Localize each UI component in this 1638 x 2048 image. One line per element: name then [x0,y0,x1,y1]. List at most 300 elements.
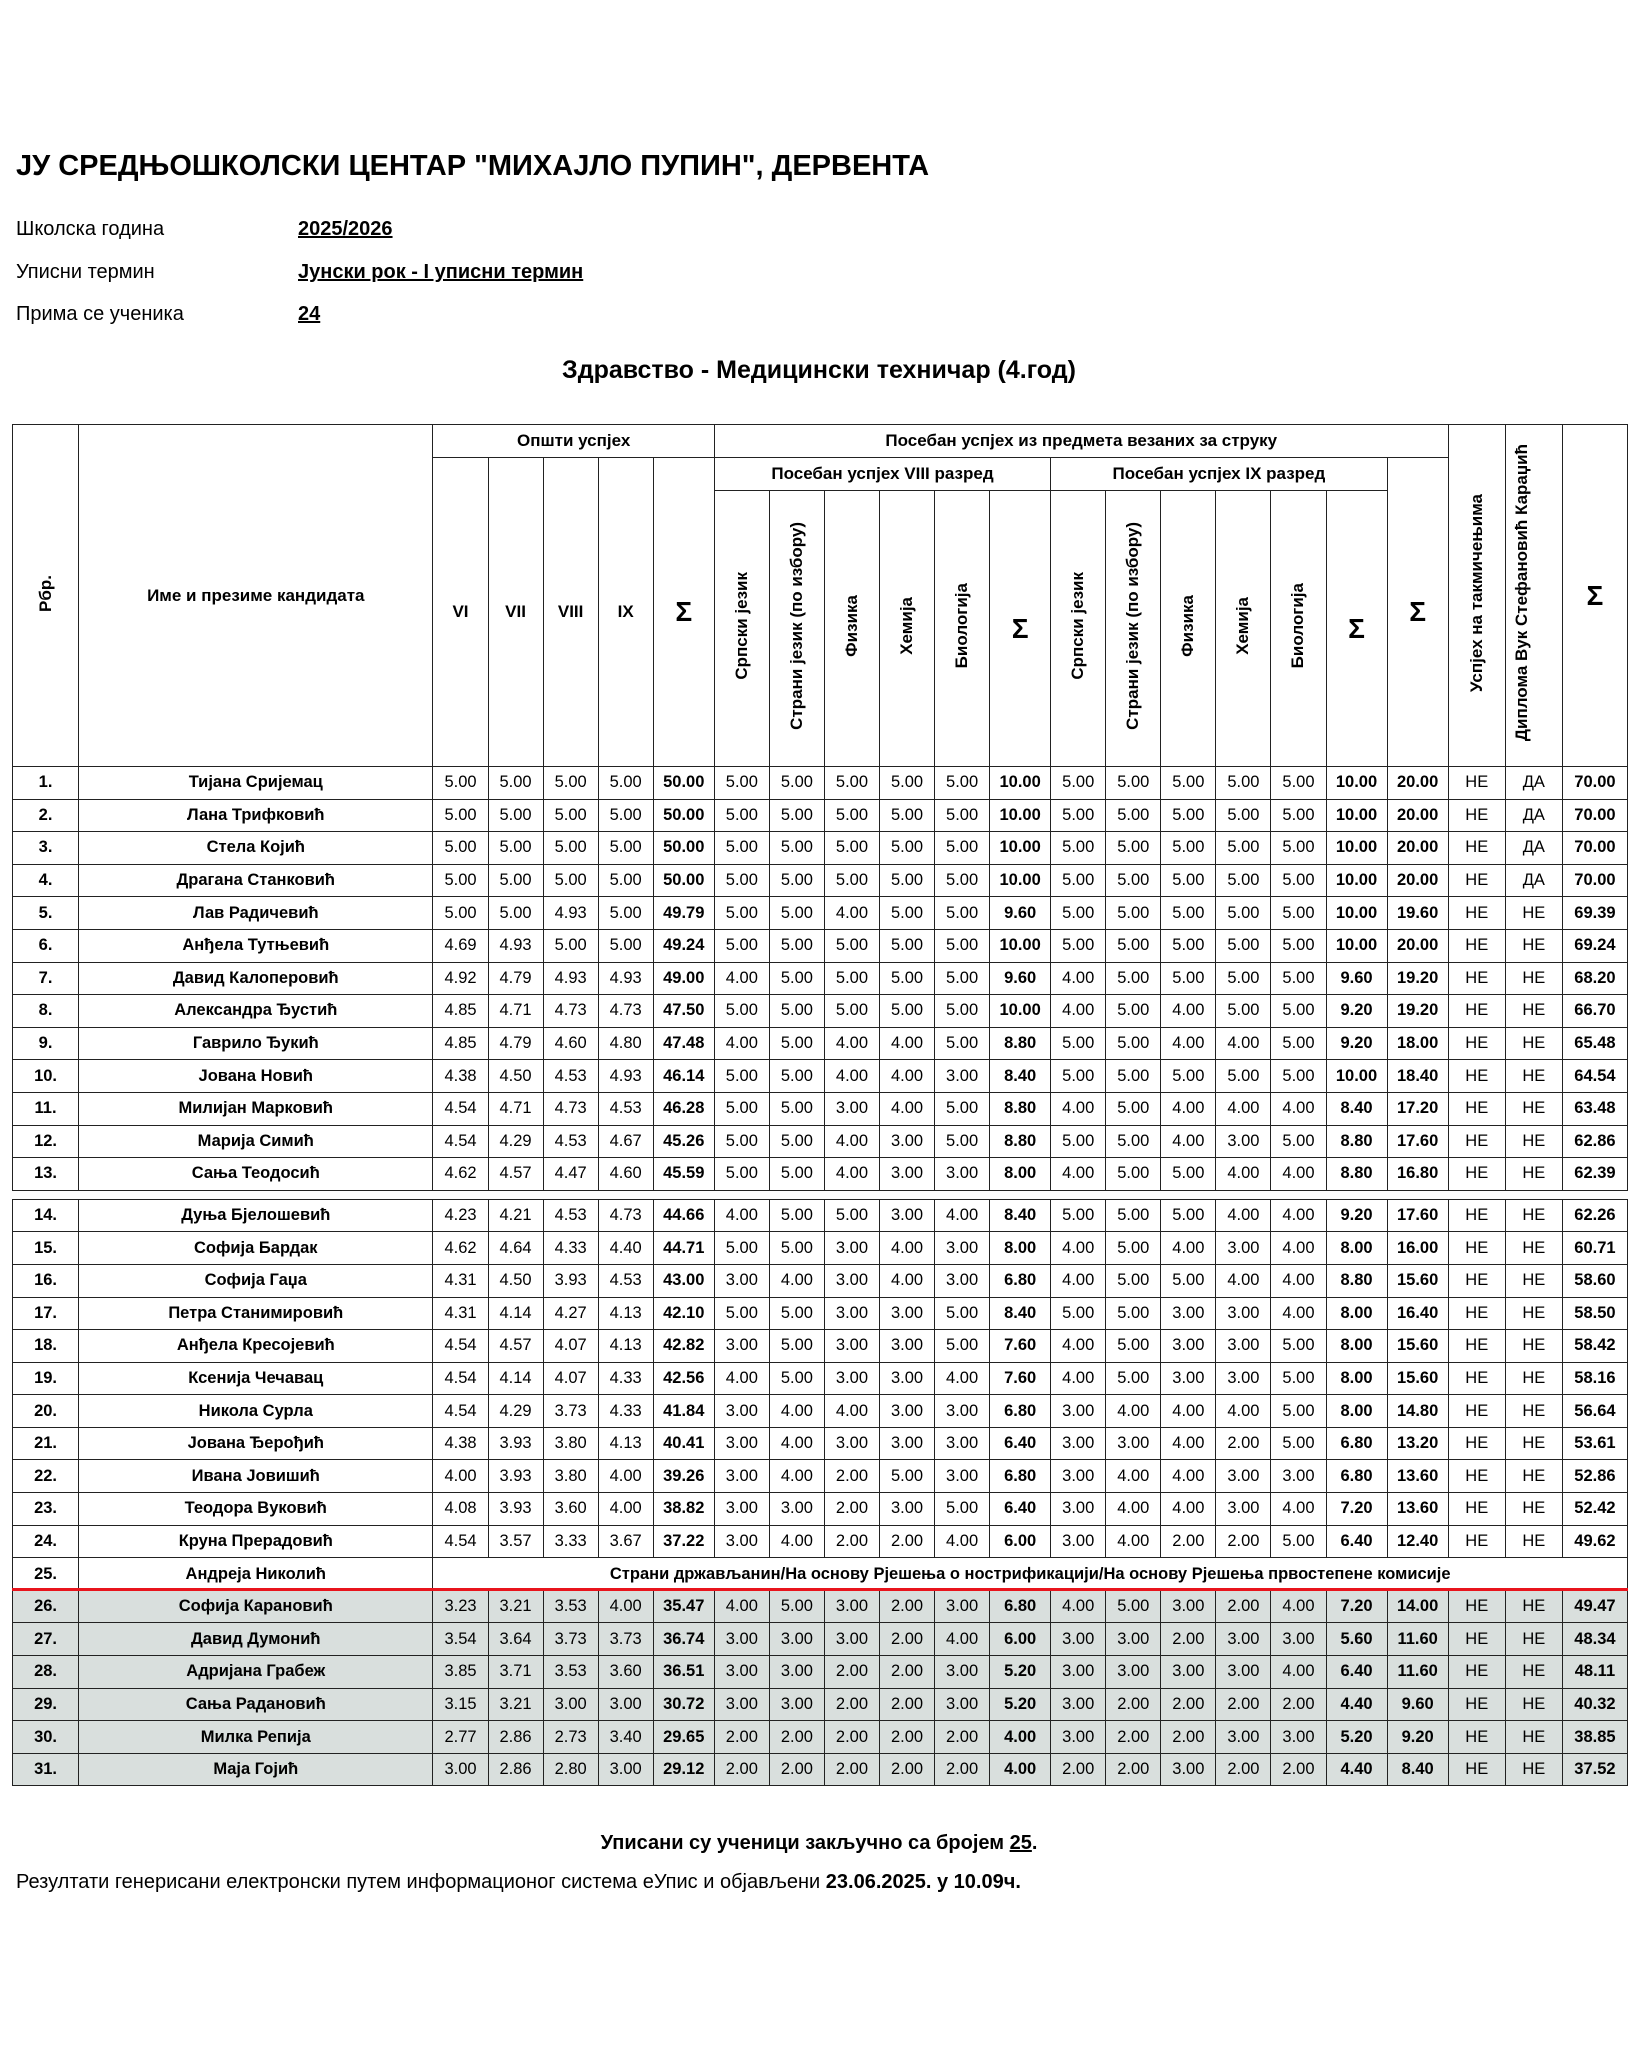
table-row [13,1125,1628,1158]
score-cell: НЕ [1505,1590,1562,1623]
score-cell: 4.07 [543,1362,598,1395]
row-number: 13. [13,1158,79,1191]
score-cell: 5.00 [1051,1297,1106,1330]
score-cell: 4.93 [598,962,653,995]
score-cell: 10.00 [990,767,1051,800]
score-cell: 5.00 [1106,864,1161,897]
score-cell: 5.00 [488,864,543,897]
score-cell: 5.00 [769,1590,824,1623]
score-cell: 4.00 [1161,1027,1216,1060]
score-cell: 38.82 [653,1493,714,1526]
score-cell: 4.85 [433,1027,488,1060]
row-number: 23. [13,1493,79,1526]
score-cell: 5.60 [1326,1623,1387,1656]
score-cell: 4.00 [1271,1493,1326,1526]
score-cell: 5.00 [1051,897,1106,930]
score-cell: НЕ [1448,897,1505,930]
candidate-name: Ивана Јовишић [79,1460,433,1493]
score-cell: 2.00 [1161,1688,1216,1721]
score-cell: 4.53 [598,1092,653,1125]
score-cell: НЕ [1505,1753,1562,1786]
score-cell: 3.33 [543,1525,598,1558]
candidate-name: Дуња Бјелошевић [79,1199,433,1232]
score-cell: НЕ [1448,995,1505,1028]
score-cell: 4.00 [1216,1092,1271,1125]
score-cell: 6.40 [990,1427,1051,1460]
candidate-name: Марија Симић [79,1125,433,1158]
score-cell: 5.00 [1051,1060,1106,1093]
candidate-name: Јована Новић [79,1060,433,1093]
score-cell: 5.00 [1216,1060,1271,1093]
score-cell: 4.93 [543,897,598,930]
score-cell: 3.00 [880,1199,935,1232]
score-cell: 9.60 [990,962,1051,995]
score-cell: 5.00 [1271,799,1326,832]
score-cell: 3.00 [714,1525,769,1558]
score-cell: 69.24 [1562,929,1627,962]
score-cell: 49.00 [653,962,714,995]
score-cell: 6.80 [990,1590,1051,1623]
score-cell: НЕ [1448,1330,1505,1363]
score-cell: 4.00 [714,1362,769,1395]
candidate-name: Никола Сурла [79,1395,433,1428]
score-cell: 5.00 [1271,864,1326,897]
score-cell: 2.00 [1106,1753,1161,1786]
row-number: 28. [13,1656,79,1689]
score-cell: 4.00 [880,1092,935,1125]
special9-header: Посебан успјех IX разред [1051,458,1387,491]
score-cell: 4.14 [488,1297,543,1330]
score-cell: 4.73 [598,1199,653,1232]
score-cell: НЕ [1505,1460,1562,1493]
table-row [13,1362,1628,1395]
score-cell: 3.00 [1161,1753,1216,1786]
score-cell: 3.00 [714,1330,769,1363]
score-cell: 5.00 [769,1362,824,1395]
score-cell: 5.00 [1271,1362,1326,1395]
score-cell: НЕ [1505,1427,1562,1460]
generated-prefix: Резултати генерисани електронски путем информационог система еУпис и објављени [16,1871,821,1893]
score-cell: 8.00 [1326,1232,1387,1265]
candidate-name: Тијана Сријемац [79,767,433,800]
score-cell: 5.00 [1216,767,1271,800]
score-cell: 44.66 [653,1199,714,1232]
score-cell: 3.71 [488,1656,543,1689]
score-cell: 4.73 [598,995,653,1028]
score-cell: 4.00 [1216,1264,1271,1297]
score-cell: НЕ [1448,1232,1505,1265]
score-cell: НЕ [1505,1199,1562,1232]
score-cell: 5.00 [1161,1060,1216,1093]
score-cell: 3.00 [1051,1460,1106,1493]
score-cell: 4.00 [990,1753,1051,1786]
score-cell: 7.20 [1326,1590,1387,1623]
score-cell: 6.40 [1326,1656,1387,1689]
special8-header: Посебан успјех VIII разред [714,458,1050,491]
score-cell: 4.13 [598,1297,653,1330]
score-cell: 3.00 [824,1427,879,1460]
score-cell: 5.00 [543,832,598,865]
score-cell: 3.00 [1216,1330,1271,1363]
row-number: 5. [13,897,79,930]
score-cell: 53.61 [1562,1427,1627,1460]
score-cell: 5.00 [714,864,769,897]
row-number: 18. [13,1330,79,1363]
score-cell: 4.00 [880,1060,935,1093]
score-cell: 5.00 [1106,1330,1161,1363]
score-cell: 10.00 [1326,832,1387,865]
score-cell: НЕ [1448,767,1505,800]
score-cell: 3.00 [1216,1297,1271,1330]
score-cell: 3.00 [824,1362,879,1395]
score-cell: 4.33 [598,1362,653,1395]
enrolled-note [0,1832,1638,1855]
candidate-name: Круна Прерадовић [79,1525,433,1558]
score-cell: 3.00 [714,1688,769,1721]
table-row [13,1395,1628,1428]
score-cell: 4.00 [1161,1125,1216,1158]
row-number: 2. [13,799,79,832]
row-number: 6. [13,929,79,962]
score-cell: 52.86 [1562,1460,1627,1493]
score-cell: 3.00 [1216,1362,1271,1395]
score-cell: 5.00 [935,864,990,897]
score-cell: 3.00 [1161,1656,1216,1689]
score-cell: 8.40 [1326,1092,1387,1125]
score-cell: 3.00 [1051,1623,1106,1656]
score-cell: 3.00 [433,1753,488,1786]
score-cell: 5.00 [543,767,598,800]
score-cell: НЕ [1505,1493,1562,1526]
score-cell: 5.00 [1106,1158,1161,1191]
grade-vii-header: VII [488,458,543,767]
score-cell: 4.00 [1271,1232,1326,1265]
score-cell: 18.00 [1387,1027,1448,1060]
score-cell: 5.00 [769,1199,824,1232]
score-cell: 2.00 [1161,1525,1216,1558]
score-cell: 3.00 [1161,1297,1216,1330]
score-cell: 49.79 [653,897,714,930]
score-cell: 12.40 [1387,1525,1448,1558]
score-cell: 5.00 [598,864,653,897]
score-cell: НЕ [1505,1027,1562,1060]
score-cell: 3.00 [824,1264,879,1297]
results-table-wrap [12,424,1628,1786]
score-cell: 4.00 [824,1060,879,1093]
general-sigma-header: Σ [653,458,714,767]
score-cell: 5.00 [769,1330,824,1363]
score-cell: 41.84 [653,1395,714,1428]
score-cell: 29.65 [653,1721,714,1754]
score-cell: 5.00 [433,864,488,897]
score-cell: 5.00 [880,962,935,995]
score-cell: 10.00 [990,995,1051,1028]
score-cell: 5.00 [1271,832,1326,865]
score-cell: 46.28 [653,1092,714,1125]
score-cell: 4.00 [769,1395,824,1428]
row-number: 19. [13,1362,79,1395]
score-cell: ДА [1505,864,1562,897]
s9-subject-header: Хемија [1216,491,1271,767]
score-cell: 4.08 [433,1493,488,1526]
score-cell: 4.73 [543,1092,598,1125]
score-cell: 20.00 [1387,864,1448,897]
candidate-name: Сања Радановић [79,1688,433,1721]
score-cell: 5.00 [824,864,879,897]
s8-subject-header: Страни језик (по избору) [769,491,824,767]
score-cell: 4.33 [543,1232,598,1265]
row-number: 4. [13,864,79,897]
score-cell: 60.71 [1562,1232,1627,1265]
score-cell: 2.00 [1271,1753,1326,1786]
score-cell: 3.00 [824,1330,879,1363]
score-cell: 4.29 [488,1125,543,1158]
score-cell: 10.00 [1326,929,1387,962]
score-cell: 4.71 [488,1092,543,1125]
score-cell: 15.60 [1387,1330,1448,1363]
score-cell: 5.00 [1271,897,1326,930]
score-cell: 4.00 [1161,1460,1216,1493]
score-cell: 3.00 [880,1395,935,1428]
score-cell: 5.00 [824,962,879,995]
score-cell: 3.00 [1161,1330,1216,1363]
score-cell: 2.00 [1216,1688,1271,1721]
score-cell: 3.64 [488,1623,543,1656]
candidate-name: Ксенија Чечавац [79,1362,433,1395]
score-cell: НЕ [1448,832,1505,865]
score-cell: 4.40 [1326,1753,1387,1786]
score-cell: 3.00 [714,1395,769,1428]
score-cell: 69.39 [1562,897,1627,930]
score-cell: 5.00 [880,864,935,897]
score-cell: НЕ [1505,1721,1562,1754]
score-cell: 2.73 [543,1721,598,1754]
score-cell: 5.00 [1216,962,1271,995]
score-cell: 50.00 [653,864,714,897]
score-cell: 2.00 [880,1590,935,1623]
score-cell: 19.60 [1387,897,1448,930]
score-cell: 5.00 [935,962,990,995]
score-cell: 5.00 [769,832,824,865]
score-cell: 10.00 [990,864,1051,897]
grade-viii-header: VIII [543,458,598,767]
score-cell: 3.00 [769,1688,824,1721]
score-cell: 5.00 [714,1092,769,1125]
info-value: Јунски рок - I уписни термин [298,261,584,283]
score-cell: 5.00 [488,897,543,930]
score-cell: 18.40 [1387,1060,1448,1093]
row-number: 14. [13,1199,79,1232]
score-cell: 62.39 [1562,1158,1627,1191]
score-cell: 3.00 [880,1362,935,1395]
table-row [13,1158,1628,1191]
score-cell: 44.71 [653,1232,714,1265]
score-cell: 4.47 [543,1158,598,1191]
table-row [13,1525,1628,1558]
score-cell: 13.60 [1387,1493,1448,1526]
score-cell: 5.00 [769,1125,824,1158]
score-cell: 4.00 [1051,1232,1106,1265]
score-cell: 5.00 [1051,1199,1106,1232]
s9-subject-header: Страни језик (по избору) [1106,491,1161,767]
score-cell: 5.00 [935,799,990,832]
score-cell: 2.00 [714,1721,769,1754]
score-cell: 5.00 [1161,1199,1216,1232]
score-cell: 9.60 [1387,1688,1448,1721]
score-cell: 4.00 [1051,1264,1106,1297]
score-cell: 3.93 [488,1460,543,1493]
s8-subject-header: Биологија [935,491,990,767]
score-cell: 40.41 [653,1427,714,1460]
table-row [13,1656,1628,1689]
score-cell: 5.00 [714,929,769,962]
score-cell: 3.00 [824,1590,879,1623]
score-cell: 3.00 [880,1330,935,1363]
score-cell: 8.00 [1326,1362,1387,1395]
candidate-name: Драгана Станковић [79,864,433,897]
candidate-name: Александра Ђустић [79,995,433,1028]
score-cell: 3.53 [543,1590,598,1623]
separator-cell [13,1190,1628,1199]
score-cell: 4.00 [1161,1427,1216,1460]
table-row [13,799,1628,832]
score-cell: 10.00 [1326,897,1387,930]
score-cell: 3.00 [714,1493,769,1526]
score-cell: 5.00 [824,1199,879,1232]
row-number: 24. [13,1525,79,1558]
score-cell: 35.47 [653,1590,714,1623]
score-cell: 8.40 [990,1297,1051,1330]
score-cell: 5.00 [935,1493,990,1526]
score-cell: 8.80 [990,1125,1051,1158]
row-number: 16. [13,1264,79,1297]
candidate-name: Стела Којић [79,832,433,865]
score-cell: 4.00 [1271,1158,1326,1191]
score-cell: НЕ [1505,1264,1562,1297]
score-cell: 2.00 [714,1753,769,1786]
s8-subject-header: Физика [824,491,879,767]
score-cell: 3.00 [1051,1688,1106,1721]
score-cell: 2.00 [1216,1525,1271,1558]
score-cell: 5.00 [880,995,935,1028]
table-row [13,767,1628,800]
score-cell: 5.00 [769,1297,824,1330]
score-cell: 9.60 [990,897,1051,930]
score-cell: 8.80 [1326,1125,1387,1158]
s8-subject-header: Хемија [880,491,935,767]
score-cell: 5.00 [769,995,824,1028]
score-cell: 3.73 [543,1623,598,1656]
row-number: 30. [13,1721,79,1754]
score-cell: 3.00 [824,1092,879,1125]
info-label: Уписни термин [16,261,155,283]
score-cell: 42.56 [653,1362,714,1395]
score-cell: 4.00 [714,1199,769,1232]
score-cell: 13.60 [1387,1460,1448,1493]
score-cell: 4.54 [433,1125,488,1158]
row-note: Страни држављанин/На основу Рјешења о нострификацији/На основу Рјешења првостепене комисије [433,1558,1628,1591]
score-cell: 3.00 [1271,1460,1326,1493]
score-cell: 3.80 [543,1427,598,1460]
score-cell: 4.27 [543,1297,598,1330]
table-row [13,1460,1628,1493]
score-cell: 5.00 [714,832,769,865]
candidate-name: Софија Карановић [79,1590,433,1623]
score-cell: 4.00 [880,1027,935,1060]
score-cell: НЕ [1505,1297,1562,1330]
row-number: 7. [13,962,79,995]
enrolled-suffix: . [1031,1832,1038,1854]
score-cell: 45.26 [653,1125,714,1158]
table-row [13,832,1628,865]
table-row [13,1060,1628,1093]
score-cell: 3.00 [824,1623,879,1656]
row-number: 25. [13,1558,79,1591]
score-cell: 9.20 [1326,1199,1387,1232]
score-cell: 4.21 [488,1199,543,1232]
results-body [13,767,1628,1786]
score-cell: 5.00 [1106,767,1161,800]
score-cell: 4.00 [1216,1199,1271,1232]
score-cell: 5.00 [769,864,824,897]
score-cell: 2.00 [824,1460,879,1493]
score-cell: 4.73 [543,995,598,1028]
score-cell: 9.60 [1326,962,1387,995]
score-cell: 5.00 [935,1092,990,1125]
score-cell: 5.00 [769,1027,824,1060]
score-cell: 4.00 [714,962,769,995]
results-table [12,424,1628,1786]
score-cell: 5.00 [1051,767,1106,800]
score-cell: 4.93 [543,962,598,995]
score-cell: 5.00 [543,929,598,962]
score-cell: 4.00 [1271,1590,1326,1623]
score-cell: 3.00 [1051,1721,1106,1754]
score-cell: 3.00 [935,1460,990,1493]
score-cell: 5.00 [880,832,935,865]
candidate-name: Петра Станимировић [79,1297,433,1330]
score-cell: 4.57 [488,1158,543,1191]
score-cell: 4.00 [598,1493,653,1526]
score-cell: 3.00 [935,1232,990,1265]
score-cell: 5.00 [880,1460,935,1493]
score-cell: 3.53 [543,1656,598,1689]
score-cell: 3.00 [1216,1623,1271,1656]
score-cell: НЕ [1505,962,1562,995]
score-cell: НЕ [1448,1721,1505,1754]
score-cell: НЕ [1505,1060,1562,1093]
score-cell: 5.00 [935,767,990,800]
score-cell: 4.53 [543,1125,598,1158]
score-cell: 10.00 [990,832,1051,865]
score-cell: 58.42 [1562,1330,1627,1363]
score-cell: 2.00 [824,1753,879,1786]
score-cell: 4.40 [598,1232,653,1265]
score-cell: 48.11 [1562,1656,1627,1689]
score-cell: 5.00 [543,864,598,897]
score-cell: 5.00 [1216,864,1271,897]
score-cell: НЕ [1448,1158,1505,1191]
score-cell: 3.73 [543,1395,598,1428]
score-cell: 5.00 [1106,1060,1161,1093]
score-cell: 4.64 [488,1232,543,1265]
score-cell: 45.59 [653,1158,714,1191]
score-cell: 30.72 [653,1688,714,1721]
score-cell: 5.00 [880,799,935,832]
table-row [13,897,1628,930]
score-cell: 3.00 [880,1427,935,1460]
score-cell: НЕ [1505,1656,1562,1689]
